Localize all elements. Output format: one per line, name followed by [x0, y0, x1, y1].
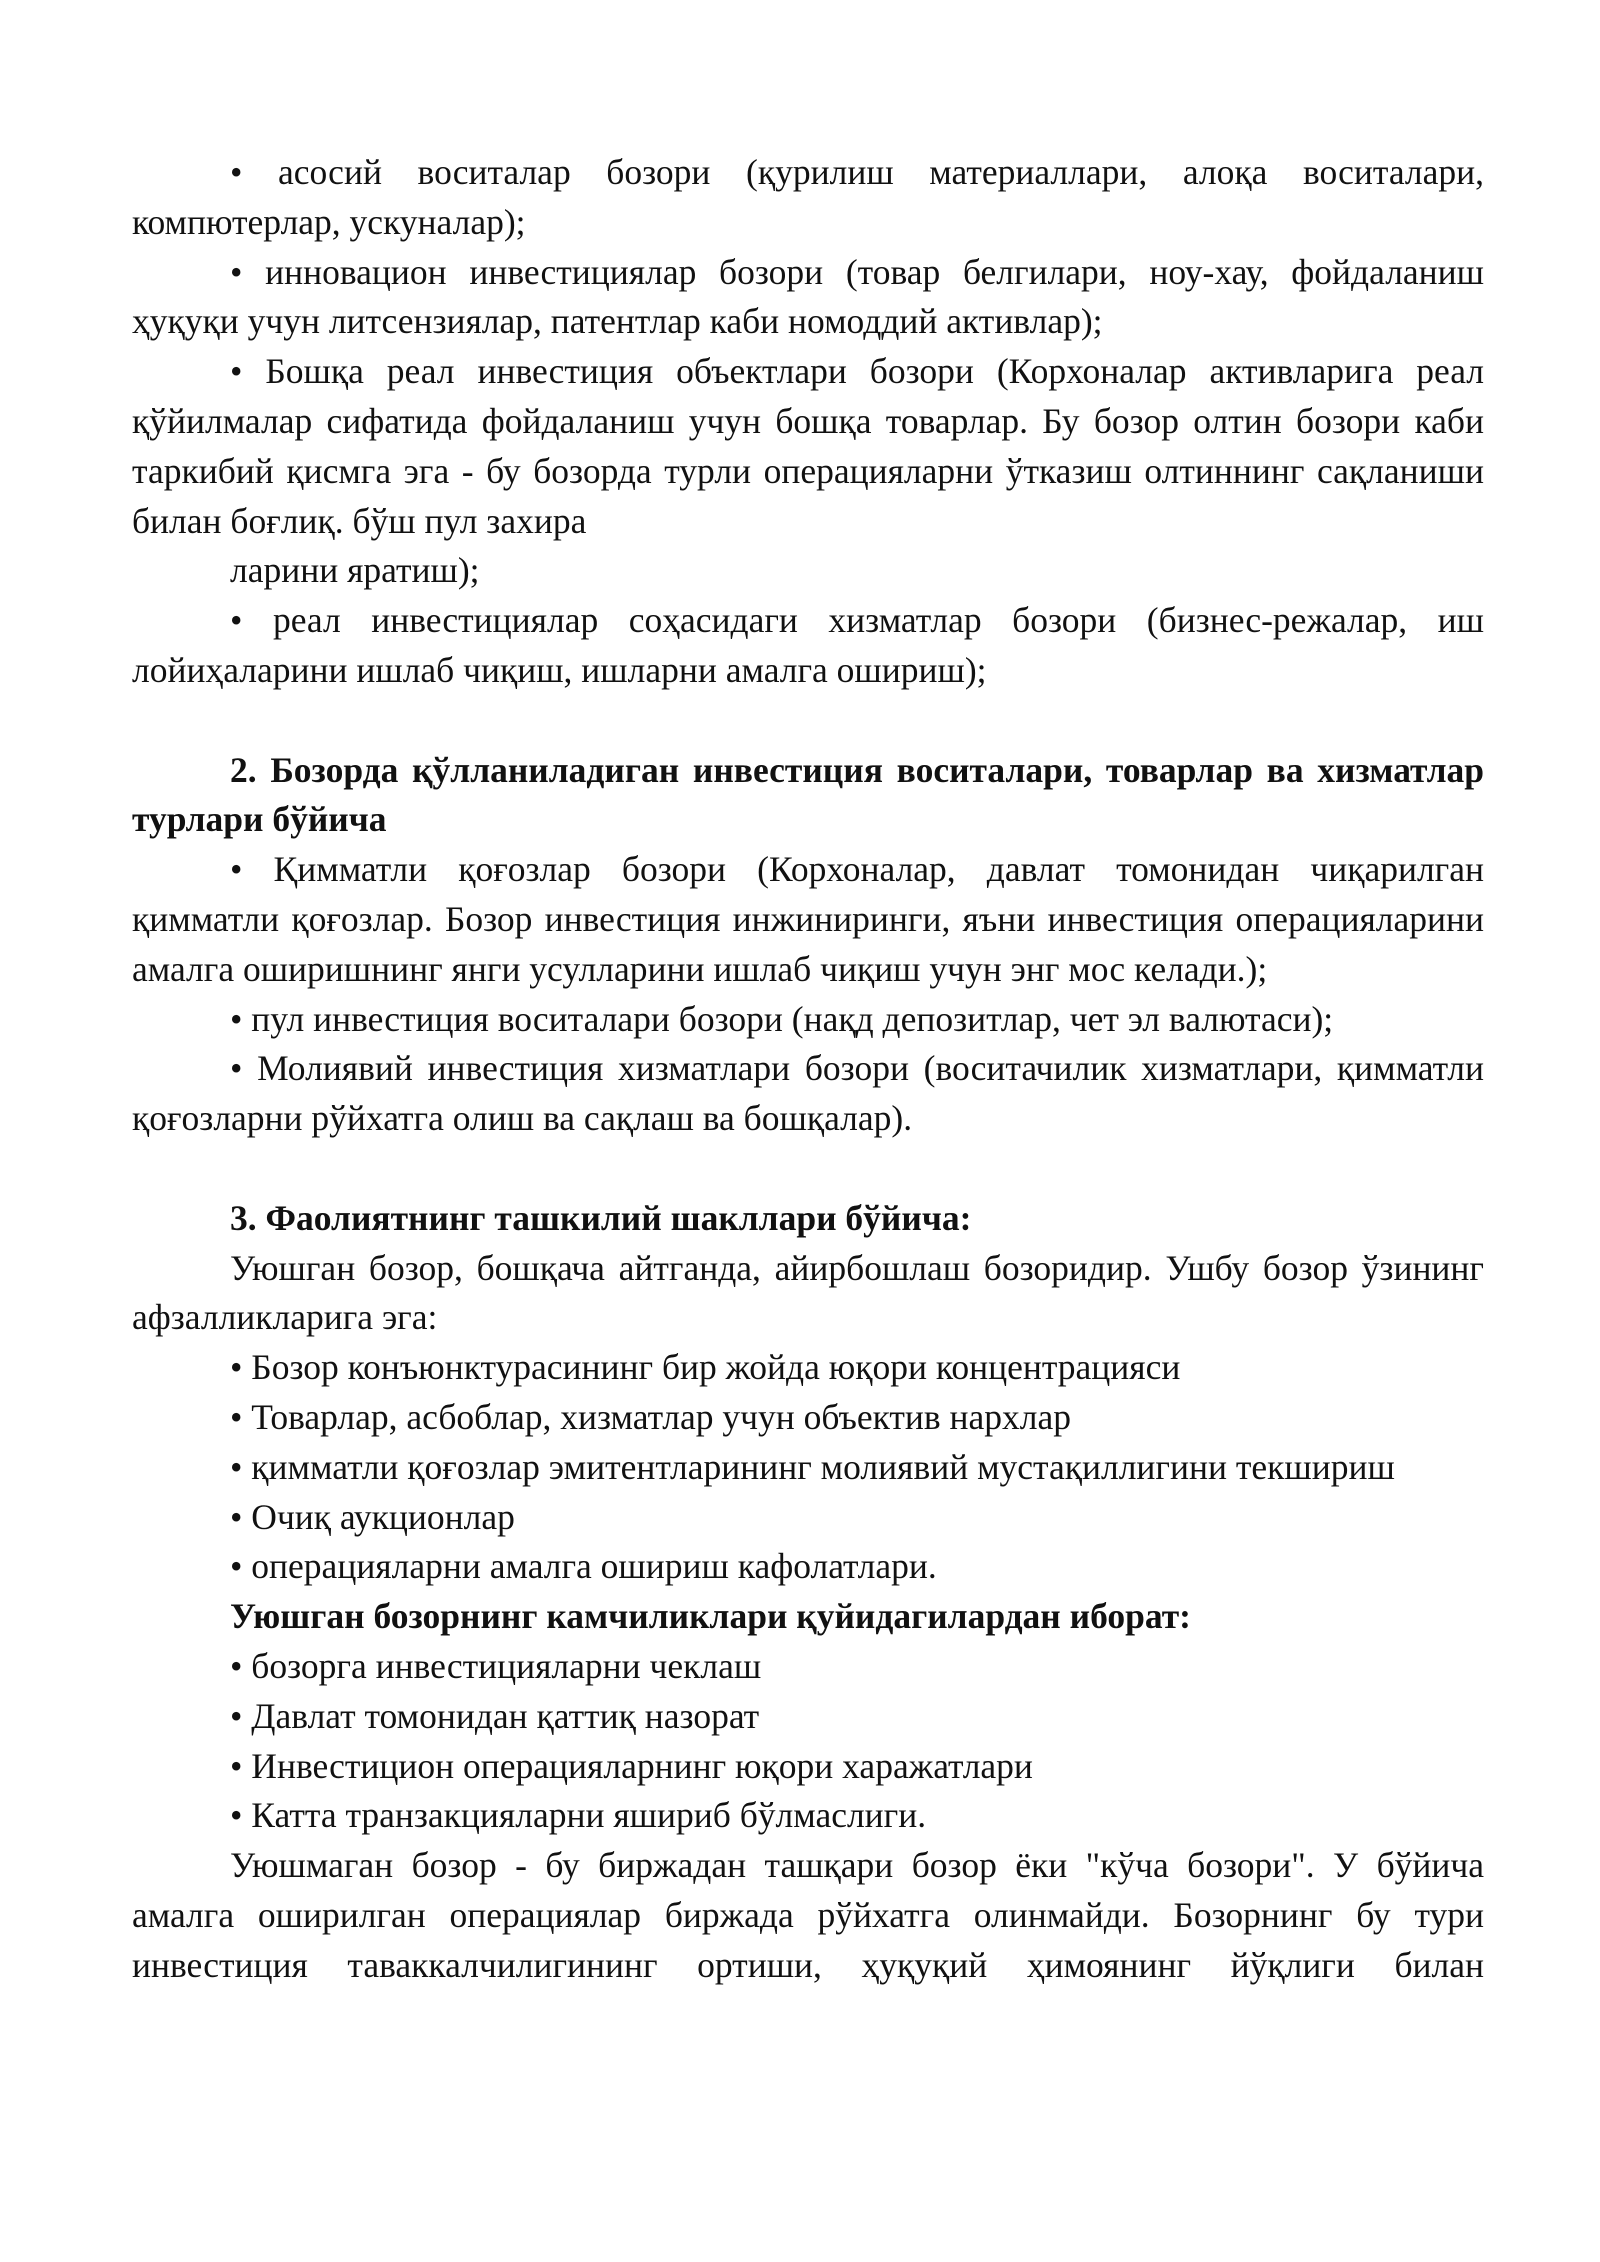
section2-heading: 2. Бозорда қўлланиладиган инвестиция воситалари, товарлар ва хизматлар турлари бўйича [132, 749, 1484, 840]
section1-item-innovation: • инновацион инвестициялар бозори (товар белгилари, ноу-хау, фойдаланиш ҳуқуқи учун литсензиялар, патентлар каби номоддий активлар); [132, 251, 1484, 342]
section2-item-securities: • Қимматли қоғозлар бозори (Корхоналар, давлат томонидан чиқарилган қимматли қоғозлар. Бозор инвестиция инжиниринги, яъни инвестиция операцияларини амалга оширишнинг янги усулларини ишлаб чиқиш учун энг мос келади.); [132, 849, 1484, 989]
section1-item-fixed-assets: • асосий воситалар бозори (қурилиш материаллари, алоқа воситалари, компютерлар, ускуналар); [132, 152, 1484, 242]
section1-item-services: • реал инвестициялар соҳасидаги хизматлар бозори (бизнес-режалар, иш лойиҳаларини ишлаб чиқиш, ишларни амалга ошириш); [132, 600, 1484, 690]
advantage-item: • қимматли қоғозлар эмитентларининг молиявий мустақиллигини текшириш [230, 1446, 1395, 1487]
section3-heading: 3. Фаолиятнинг ташкилий шакллари бўйича: [230, 1197, 972, 1238]
advantage-item: • операцияларни амалга ошириш кафолатлари. [230, 1546, 937, 1587]
section1-item-other-real: • Бошқа реал инвестиция объектлари бозори (Корхоналар активларига реал қўйилмалар сифатида фойдаланиш учун бошқа товарлар. Бу бозор олтин бозори каби таркибий қисмга эга - бу бозорда турли операцияларни ўтказиш олтиннинг сақланиши билан боғлиқ. бўш пул захира [132, 351, 1484, 541]
disadvantage-item: • Инвестицион операцияларнинг юқори харажатлари [230, 1745, 1033, 1786]
section3-intro: Уюшган бозор, бошқача айтганда, айирбошлаш бозоридир. Ушбу бозор ўзининг афзалликларига эга: [132, 1247, 1484, 1338]
disadvantage-item: • Катта транзакцияларни яшириб бўлмаслиги. [230, 1795, 927, 1836]
spacer [132, 1144, 1484, 1194]
section2-item-financial-services: • Молиявий инвестиция хизматлари бозори (воситачилик хизматлари, қимматли қоғозларни рўйхатга олиш ва сақлаш ва бошқалар). [132, 1048, 1484, 1139]
disadvantages-heading: Уюшган бозорнинг камчиликлари қуйидагилардан иборат: [230, 1596, 1191, 1637]
section2-item-money: • пул инвестиция воситалари бозори (нақд депозитлар, чет эл валютаси); [230, 998, 1334, 1039]
advantage-item: • Бозор конъюнктурасининг бир жойда юқори концентрацияси [230, 1347, 1181, 1388]
section1-item-other-real-continuation: ларини яратиш); [230, 550, 480, 591]
section3-closing: Уюшмаган бозор - бу биржадан ташқари бозор ёки "кўча бозори". У бўйича амалга оширилган операциялар биржада рўйхатга олинмайди. Бозорнинг бу тури инвестиция таваккалчилигининг ортиши, ҳуқуқий ҳимоянинг йўқлиги билан [132, 1845, 1484, 1985]
disadvantage-item: • Давлат томонидан қаттиқ назорат [230, 1695, 760, 1736]
advantage-item: • Очиқ аукционлар [230, 1496, 515, 1537]
disadvantage-item: • бозорга инвестицияларни чеклаш [230, 1645, 762, 1686]
document-page [132, 148, 1484, 1990]
spacer [132, 696, 1484, 746]
advantage-item: • Товарлар, асбоблар, хизматлар учун объектив нархлар [230, 1396, 1072, 1437]
